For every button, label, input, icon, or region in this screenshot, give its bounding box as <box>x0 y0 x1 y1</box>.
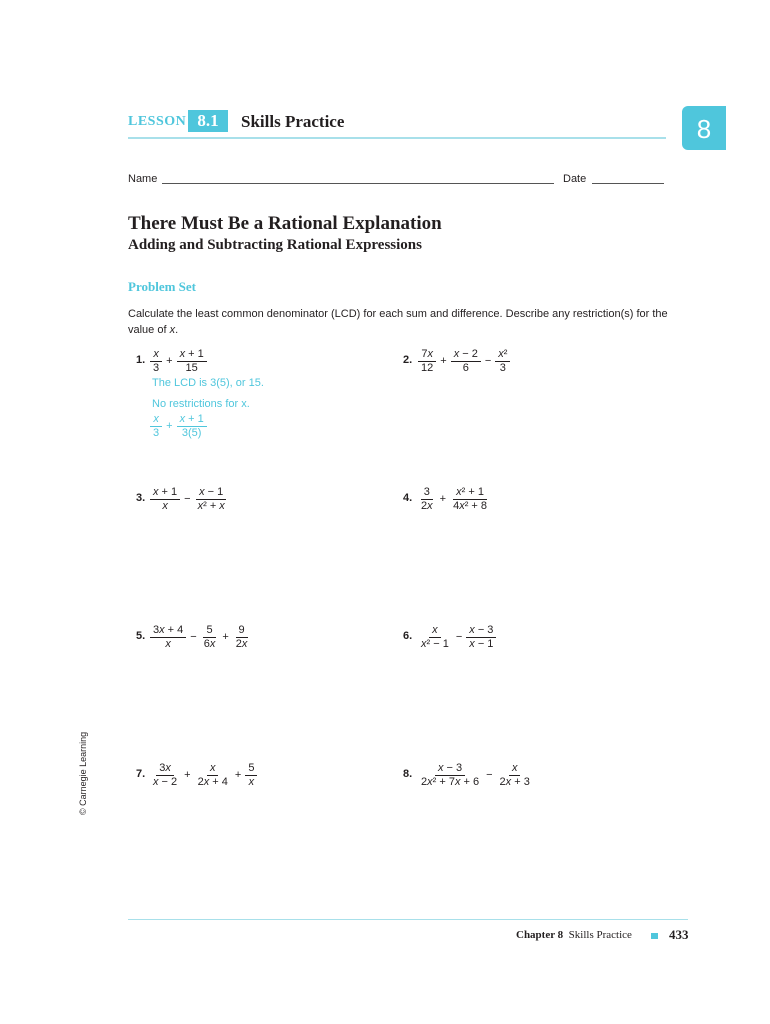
operator: + <box>166 420 173 432</box>
instructions-end: . <box>175 324 179 336</box>
operator: + <box>222 631 229 643</box>
copyright-credit: © Carnegie Learning <box>78 731 88 815</box>
denominator: 15 <box>185 362 198 374</box>
denominator: 2x <box>235 638 248 650</box>
problem-1-number: 1. <box>136 354 146 366</box>
fraction <box>245 762 257 789</box>
numerator: x² <box>495 348 510 362</box>
problem-7-expression <box>148 762 259 789</box>
fraction <box>450 486 490 513</box>
denominator: 2x² + 7x + 6 <box>421 776 480 788</box>
operator: + <box>440 355 447 367</box>
operator: − <box>486 769 493 781</box>
denominator: x − 1 <box>469 638 494 650</box>
fraction <box>418 348 436 375</box>
fraction <box>466 624 496 651</box>
numerator: 5 <box>245 762 257 776</box>
fraction <box>150 624 186 651</box>
footer-chapter-label: Chapter 8 <box>516 929 564 941</box>
numerator: x <box>150 413 162 427</box>
name-label: Name <box>128 173 158 185</box>
fraction <box>418 486 436 513</box>
denominator: x² − 1 <box>421 638 449 650</box>
header-rule <box>128 137 666 139</box>
denominator: 2x + 3 <box>499 776 530 788</box>
fraction <box>497 762 533 789</box>
instructions-text: Calculate the least common denominator (LCD) for each sum and difference. Describe any restriction(s) for the value of <box>128 308 668 336</box>
numerator: x <box>429 624 441 638</box>
denominator: 12 <box>421 362 434 374</box>
fraction <box>451 348 481 375</box>
fraction <box>150 348 162 375</box>
numerator: 7x <box>418 348 436 362</box>
chapter-tab: 8 <box>682 106 726 150</box>
operator: − <box>455 631 463 643</box>
fraction <box>177 413 207 440</box>
denominator: 3 <box>153 427 160 439</box>
problem-2-number: 2. <box>403 354 413 366</box>
problem-1-expression <box>148 348 209 375</box>
lesson-number-badge: 8.1 <box>188 110 228 132</box>
problem-3-number: 3. <box>136 492 146 504</box>
numerator: 3 <box>421 486 433 500</box>
problem-4-number: 4. <box>403 492 413 504</box>
problem-6-number: 6. <box>403 630 413 642</box>
answer-1-restrictions: No restrictions for x. <box>152 398 250 410</box>
answer-1-lcd: The LCD is 3(5), or 15. <box>152 377 264 389</box>
operator: − <box>190 631 197 643</box>
problem-8-expression <box>416 762 535 789</box>
problem-7-number: 7. <box>136 768 146 780</box>
denominator: x <box>165 638 171 650</box>
fraction <box>150 413 162 440</box>
lesson-title: Skills Practice <box>241 112 345 131</box>
fraction <box>195 762 231 789</box>
numerator: x <box>509 762 521 776</box>
problem-5-expression <box>148 624 252 651</box>
fraction <box>177 348 207 375</box>
denominator: x² + x <box>197 500 225 512</box>
numerator: x − 2 <box>451 348 481 362</box>
problem-set-heading: Problem Set <box>128 279 196 294</box>
operator: + <box>234 769 242 781</box>
denominator: 4x² + 8 <box>453 500 488 512</box>
numerator: 9 <box>236 624 248 638</box>
fraction <box>150 486 180 513</box>
instructions-variable: x <box>169 324 176 336</box>
page-title: There Must Be a Rational Explanation <box>128 213 442 234</box>
denominator: 2x + 4 <box>197 776 228 788</box>
numerator: x + 1 <box>150 486 180 500</box>
name-field-line[interactable] <box>162 183 554 184</box>
page-subtitle: Adding and Subtracting Rational Expressions <box>128 237 422 253</box>
fraction <box>201 624 219 651</box>
denominator: 6x <box>203 638 216 650</box>
operator: − <box>484 355 492 367</box>
footer-chapter <box>516 929 632 941</box>
operator: + <box>166 355 173 367</box>
numerator: x − 3 <box>435 762 465 776</box>
numerator: x + 1 <box>177 348 207 362</box>
footer-section-label: Skills Practice <box>568 929 632 941</box>
denominator: x <box>248 776 255 788</box>
operator: + <box>184 769 191 781</box>
denominator: x − 2 <box>153 776 178 788</box>
fraction <box>495 348 510 375</box>
numerator: 3x <box>156 762 174 776</box>
numerator: x + 1 <box>177 413 207 427</box>
numerator: x² + 1 <box>453 486 487 500</box>
footer-rule <box>128 919 688 920</box>
fraction <box>418 624 452 651</box>
instructions <box>128 306 668 338</box>
fraction <box>195 486 228 513</box>
fraction <box>150 762 180 789</box>
lesson-label: LESSON <box>128 114 187 129</box>
numerator: x <box>150 348 162 362</box>
operator: + <box>439 493 447 505</box>
denominator: 2x <box>421 500 433 512</box>
numerator: x − 3 <box>466 624 496 638</box>
numerator: x <box>207 762 219 776</box>
denominator: x <box>162 500 168 512</box>
fraction <box>233 624 251 651</box>
date-field-line[interactable] <box>592 183 664 184</box>
numerator: 3x + 4 <box>150 624 186 638</box>
problem-6-expression <box>416 624 498 651</box>
problem-5-number: 5. <box>136 630 146 642</box>
denominator: 3(5) <box>181 427 202 439</box>
fraction <box>418 762 482 789</box>
problem-2-expression <box>416 348 512 375</box>
problem-3-expression <box>148 486 230 513</box>
problem-4-expression <box>416 486 492 513</box>
date-label: Date <box>563 173 587 185</box>
numerator: x − 1 <box>196 486 226 500</box>
numerator: 5 <box>203 624 215 638</box>
page-number: 433 <box>669 927 689 942</box>
denominator: 3 <box>499 362 506 374</box>
operator: − <box>184 493 191 505</box>
denominator: 3 <box>153 362 160 374</box>
problem-8-number: 8. <box>403 768 413 780</box>
footer-marker <box>651 933 658 939</box>
answer-1-rewritten <box>148 413 209 440</box>
denominator: 6 <box>462 362 469 374</box>
